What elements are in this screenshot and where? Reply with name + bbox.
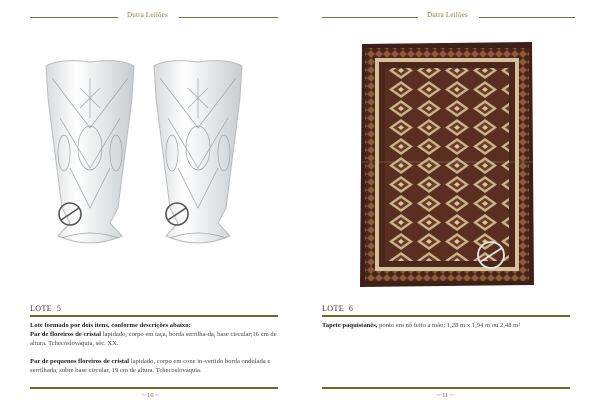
lot-description [30,321,278,375]
rug-photo [359,42,535,287]
lot-number: 5 [56,304,62,313]
header-rule-left [30,17,118,18]
catalog-header: Dutra Leilões [427,11,468,19]
item-title: Par de floreiros de cristal [30,331,102,338]
lot-intro: Lote formado por dois itens, conforme descrições abaixo: [30,322,191,329]
item-text: lapidado, corpo em cone in-vertido borda ondulada e serrilhada, sobre base circular, 19 cm de altura. Tchecoslováquia. [30,358,271,374]
lot-rule [30,315,278,317]
lot-rule [322,315,570,317]
watermark-icon [56,200,84,228]
lot-description [322,321,570,330]
watermark-icon [474,238,508,272]
header-rule-right [179,17,278,18]
lot-label: LOTE [30,304,53,313]
footer-rule [322,387,570,389]
lot-heading [322,304,353,313]
watermark-icon [163,200,191,228]
item-title: Tapete paquistanês, [322,322,378,329]
lot-number: 6 [348,304,354,313]
page-number: ~ 11 ~ [437,392,454,399]
lot-heading [30,304,61,313]
page-number: ~ 10 ~ [142,392,159,399]
header-rule-left [322,17,418,18]
lot-label: LOTE [322,304,345,313]
catalog-header: Dutra Leilões [127,11,168,19]
item-text: lapidado, corpo em taça, borda serrilha-da, base circular;16 cm de altura. Tchecoslováquia, séc. XX. [30,331,277,347]
item-text: ponto em nó feito a mão; 1,28 m x 1,94 m ou 2,48 m² [377,322,521,329]
crystal-vase-photo [148,58,248,258]
crystal-vase-photo [40,58,140,258]
footer-rule [30,387,278,389]
item-title: Par de pequenos floreiros de cristal [30,358,130,365]
header-rule-right [479,17,575,18]
